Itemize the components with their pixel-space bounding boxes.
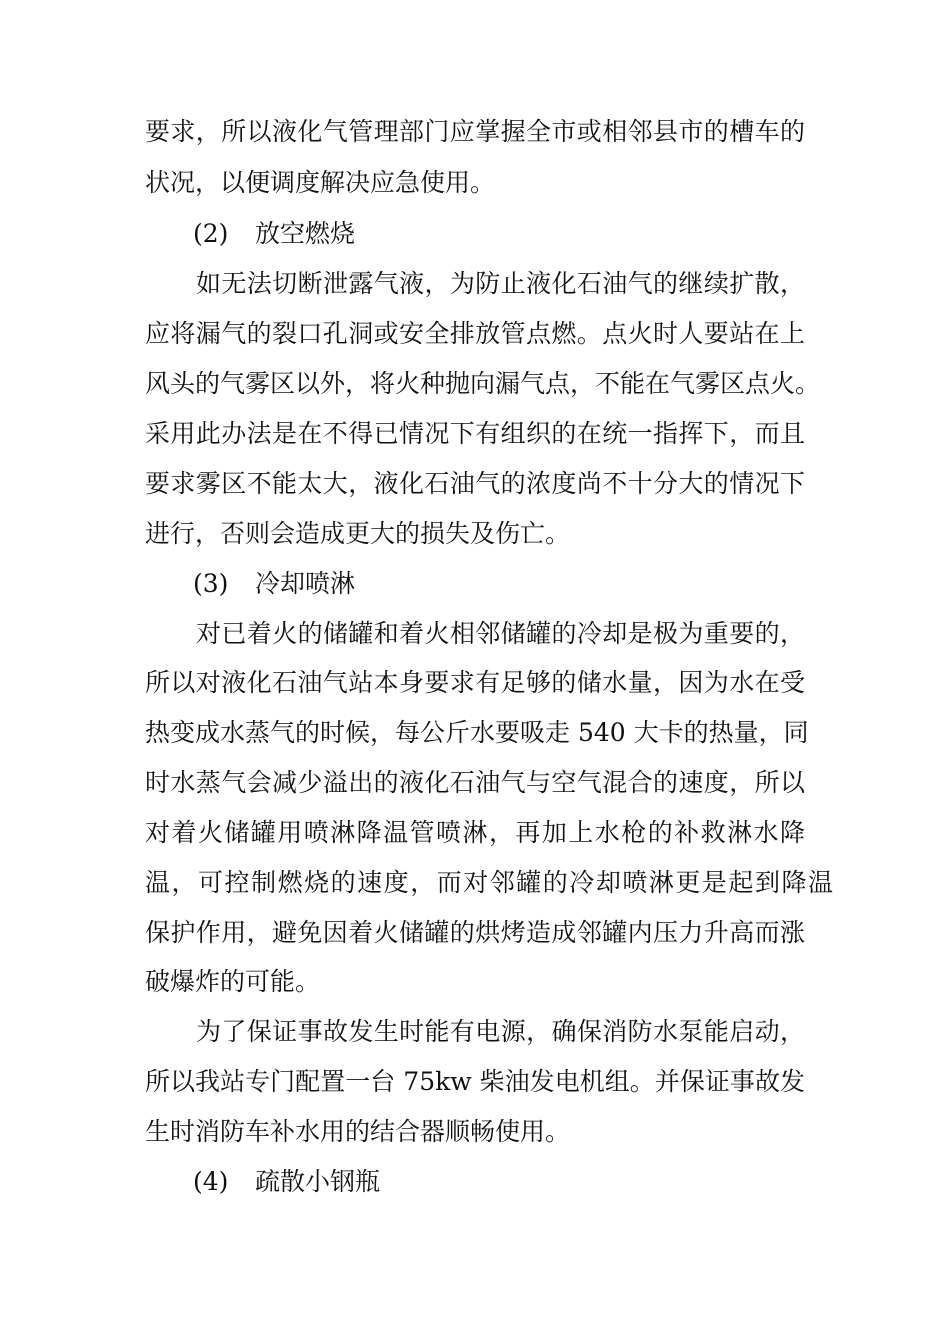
paragraph-line: 生时消防车补水用的结合器顺畅使用。 bbox=[145, 1117, 571, 1146]
paragraph-line: 对已着火的储罐和着火相邻储罐的冷却是极为重要的， bbox=[196, 619, 805, 648]
paragraph-line: 温，可控制燃烧的速度，而对邻罐的冷却喷淋更是起到降温 bbox=[145, 868, 833, 897]
paragraph-line: 进行，否则会造成更大的损失及伤亡。 bbox=[145, 519, 571, 548]
paragraph-line: 所以对液化石油气站本身要求有足够的储水量，因为水在受 bbox=[145, 668, 805, 697]
section-number: (4) bbox=[193, 1167, 229, 1196]
paragraph-line: 应将漏气的裂口孔洞或安全排放管点燃。点火时人要站在上 bbox=[145, 319, 805, 348]
section-heading-2 bbox=[193, 218, 355, 250]
section-number: (2) bbox=[193, 219, 229, 248]
paragraph-line: 要求，所以液化气管理部门应掌握全市或相邻县市的槽车的 bbox=[145, 117, 805, 146]
paragraph-line: 如无法切断泄露气液，为防止液化石油气的继续扩散， bbox=[196, 269, 805, 298]
paragraph-line: 状况，以便调度解决应急使用。 bbox=[145, 168, 496, 197]
section-title: 冷却喷淋 bbox=[255, 569, 356, 598]
paragraph-line: 为了保证事故发生时能有电源，确保消防水泵能启动， bbox=[196, 1017, 805, 1046]
paragraph-line: 要求雾区不能太大，液化石油气的浓度尚不十分大的情况下 bbox=[145, 469, 805, 498]
paragraph-line: 时水蒸气会减少溢出的液化石油气与空气混合的速度，所以 bbox=[145, 768, 805, 797]
paragraph-line: 采用此办法是在不得已情况下有组织的在统一指挥下，而且 bbox=[145, 419, 805, 448]
paragraph-line: 热变成水蒸气的时候，每公斤水要吸走 540 大卡的热量，同 bbox=[145, 718, 809, 747]
section-heading-4 bbox=[193, 1166, 380, 1198]
paragraph-line: 保护作用，避免因着火储罐的烘烤造成邻罐内压力升高而涨 bbox=[145, 918, 805, 947]
paragraph-line: 风头的气雾区以外，将火种抛向漏气点，不能在气雾区点火。 bbox=[145, 369, 821, 398]
section-heading-3 bbox=[193, 568, 355, 600]
section-number: (3) bbox=[193, 569, 229, 598]
paragraph-line: 所以我站专门配置一台 75kw 柴油发电机组。并保证事故发 bbox=[145, 1067, 805, 1096]
section-title: 放空燃烧 bbox=[255, 219, 356, 248]
section-title: 疏散小钢瓶 bbox=[255, 1167, 381, 1196]
paragraph-line: 对着火储罐用喷淋降温管喷淋，再加上水枪的补救淋水降 bbox=[145, 818, 805, 847]
paragraph-line: 破爆炸的可能。 bbox=[145, 967, 321, 996]
